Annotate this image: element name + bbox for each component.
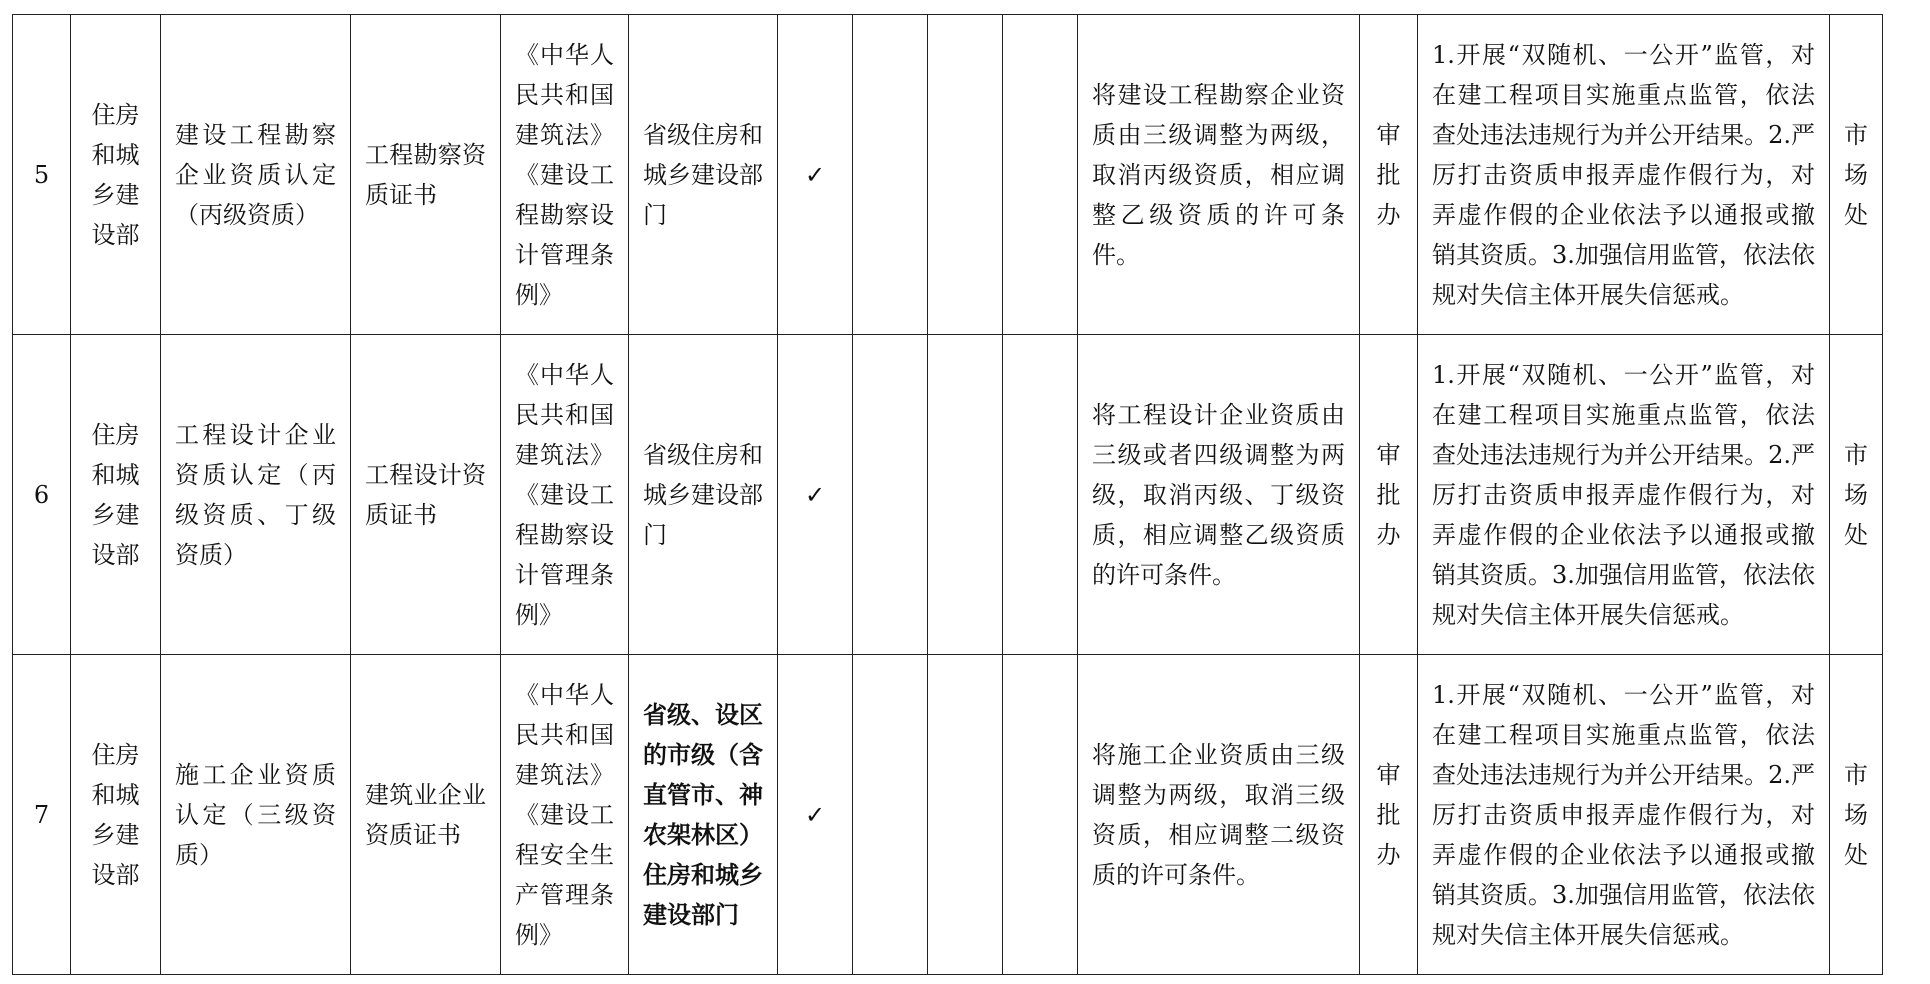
department-cell: 住房和城乡建设部 (71, 335, 161, 655)
supervision-measures-cell: 1.开展“双随机、一公开”监管，对在建工程项目实施重点监管，依法查处违法违规行为并公开结果。2.严厉打击资质申报弄虚作假行为，对弄虚作假的企业依法予以通报或撤销其资质。3.加强信用监管，依法依规对失信主体开展失信惩戒。 (1418, 655, 1830, 975)
certificate-cell: 建筑业企业资质证书 (351, 655, 501, 975)
supervision-measures-cell: 1.开展“双随机、一公开”监管，对在建工程项目实施重点监管，依法查处违法违规行为并公开结果。2.严厉打击资质申报弄虚作假行为，对弄虚作假的企业依法予以通报或撤销其资质。3.加强信用监管，依法依规对失信主体开展失信惩戒。 (1418, 335, 1830, 655)
legal-basis-cell: 《中华人民共和国建筑法》《建设工程勘察设计管理条例》 (501, 15, 629, 335)
row-number: 7 (13, 655, 71, 975)
table-row (13, 15, 1883, 335)
empty-cell (1003, 15, 1078, 335)
legal-basis-cell: 《中华人民共和国建筑法》《建设工程勘察设计管理条例》 (501, 335, 629, 655)
item-name-cell: 工程设计企业资质认定（丙级资质、丁级资质） (161, 335, 351, 655)
checkmark-cell: ✓ (778, 335, 853, 655)
certificate-cell: 工程设计资质证书 (351, 335, 501, 655)
department-cell: 住房和城乡建设部 (71, 15, 161, 335)
row-number: 5 (13, 15, 71, 335)
handling-mode-cell: 审批办 (1360, 335, 1418, 655)
responsible-office-cell: 市场处 (1830, 15, 1883, 335)
empty-cell (928, 15, 1003, 335)
table-row (13, 335, 1883, 655)
handling-mode-cell: 审批办 (1360, 15, 1418, 335)
responsible-office-cell: 市场处 (1830, 655, 1883, 975)
empty-cell (853, 335, 928, 655)
checkmark-cell: ✓ (778, 655, 853, 975)
item-name-cell: 建设工程勘察企业资质认定（丙级资质） (161, 15, 351, 335)
department-cell: 住房和城乡建设部 (71, 655, 161, 975)
empty-cell (1003, 335, 1078, 655)
empty-cell (928, 335, 1003, 655)
approval-authority-cell: 省级住房和城乡建设部门 (629, 15, 778, 335)
certificate-cell: 工程勘察资质证书 (351, 15, 501, 335)
item-name-cell: 施工企业资质认定（三级资质） (161, 655, 351, 975)
reform-measure-cell: 将工程设计企业资质由三级或者四级调整为两级，取消丙级、丁级资质，相应调整乙级资质的许可条件。 (1078, 335, 1360, 655)
table-row (13, 655, 1883, 975)
approval-authority-cell: 省级、设区的市级（含直管市、神农架林区）住房和城乡建设部门 (629, 655, 778, 975)
empty-cell (1003, 655, 1078, 975)
empty-cell (853, 15, 928, 335)
row-number: 6 (13, 335, 71, 655)
supervision-measures-cell: 1.开展“双随机、一公开”监管，对在建工程项目实施重点监管，依法查处违法违规行为并公开结果。2.严厉打击资质申报弄虚作假行为，对弄虚作假的企业依法予以通报或撤销其资质。3.加强信用监管，依法依规对失信主体开展失信惩戒。 (1418, 15, 1830, 335)
legal-basis-cell: 《中华人民共和国建筑法》《建设工程安全生产管理条例》 (501, 655, 629, 975)
checkmark-cell: ✓ (778, 15, 853, 335)
reform-measure-cell: 将施工企业资质由三级调整为两级，取消三级资质，相应调整二级资质的许可条件。 (1078, 655, 1360, 975)
approval-authority-cell: 省级住房和城乡建设部门 (629, 335, 778, 655)
empty-cell (853, 655, 928, 975)
reform-measure-cell: 将建设工程勘察企业资质由三级调整为两级，取消丙级资质，相应调整乙级资质的许可条件。 (1078, 15, 1360, 335)
responsible-office-cell: 市场处 (1830, 335, 1883, 655)
handling-mode-cell: 审批办 (1360, 655, 1418, 975)
empty-cell (928, 655, 1003, 975)
reform-items-table (12, 14, 1883, 975)
